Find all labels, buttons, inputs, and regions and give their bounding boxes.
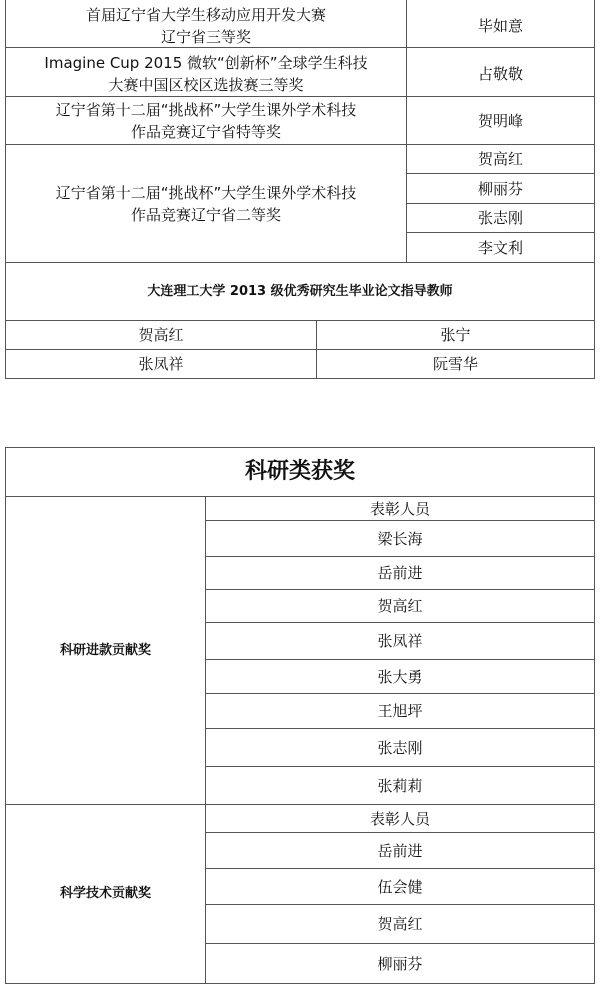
column-header: 表彰人员: [369, 499, 430, 518]
honoree-name: 贺高红: [377, 915, 423, 933]
award-category: 科研进款贡献奖: [59, 642, 151, 658]
rule: [594, 0, 595, 379]
award-category: 科学技术贡献奖: [59, 886, 151, 901]
honoree-name: 岳前进: [377, 841, 423, 860]
award-name: [6, 52, 406, 96]
winner-name: 张志刚: [477, 209, 523, 227]
rule: [5, 983, 595, 984]
award-name: [6, 145, 406, 262]
award-line: 辽宁省第十二届“挑战杯”大学生课外学术科技: [55, 100, 357, 119]
advisor-name: 张凤祥: [138, 355, 184, 373]
advisor-name: 贺高红: [138, 326, 184, 344]
award-line: 辽宁省第十二届“挑战杯”大学生课外学术科技: [55, 183, 357, 202]
award-line: 辽宁省三等奖: [160, 27, 251, 46]
award-line: 作品竞赛辽宁省二等奖: [130, 205, 281, 224]
honoree-name: 张大勇: [377, 667, 423, 686]
column-header: 表彰人员: [369, 809, 430, 828]
honoree-name: 岳前进: [377, 564, 423, 582]
honoree-name: 柳丽芬: [377, 954, 423, 973]
honoree-name: 王旭坪: [377, 702, 423, 720]
rule: [594, 447, 595, 984]
honoree-name: 张凤祥: [377, 632, 423, 650]
award-name: [6, 97, 406, 144]
award-line: Imagine Cup 2015 微软“创新杯”全球学生科技: [44, 54, 368, 72]
winner-name: 贺明峰: [477, 111, 523, 130]
award-line: 大赛中国区校区选拔赛三等奖: [108, 76, 304, 94]
advisor-name: 张宁: [440, 326, 471, 344]
honoree-name: 贺高红: [377, 597, 423, 615]
research-table-title: 科研类获奖: [244, 459, 355, 484]
winner-name: 柳丽芬: [477, 179, 523, 198]
award-line: 作品竞赛辽宁省特等奖: [130, 122, 281, 141]
rule: [5, 47, 595, 48]
winner-name: 占敬敬: [477, 65, 523, 83]
winner-name: 毕如意: [477, 16, 523, 35]
honoree-name: 伍会健: [377, 877, 423, 896]
winner-name: 李文利: [477, 238, 523, 257]
honoree-name: 梁长海: [377, 529, 423, 548]
advisor-name: 阮雪华: [432, 355, 478, 373]
honoree-name: 张莉莉: [377, 776, 423, 795]
advisor-title: 大连理工大学 2013 级优秀研究生毕业论文指导教师: [147, 283, 453, 299]
award-line: 首届辽宁省大学生移动应用开发大赛: [85, 5, 326, 24]
award-name: [6, 4, 406, 47]
winner-name: 贺高红: [477, 150, 523, 168]
honoree-name: 张志刚: [377, 738, 423, 757]
rule: [5, 378, 595, 379]
